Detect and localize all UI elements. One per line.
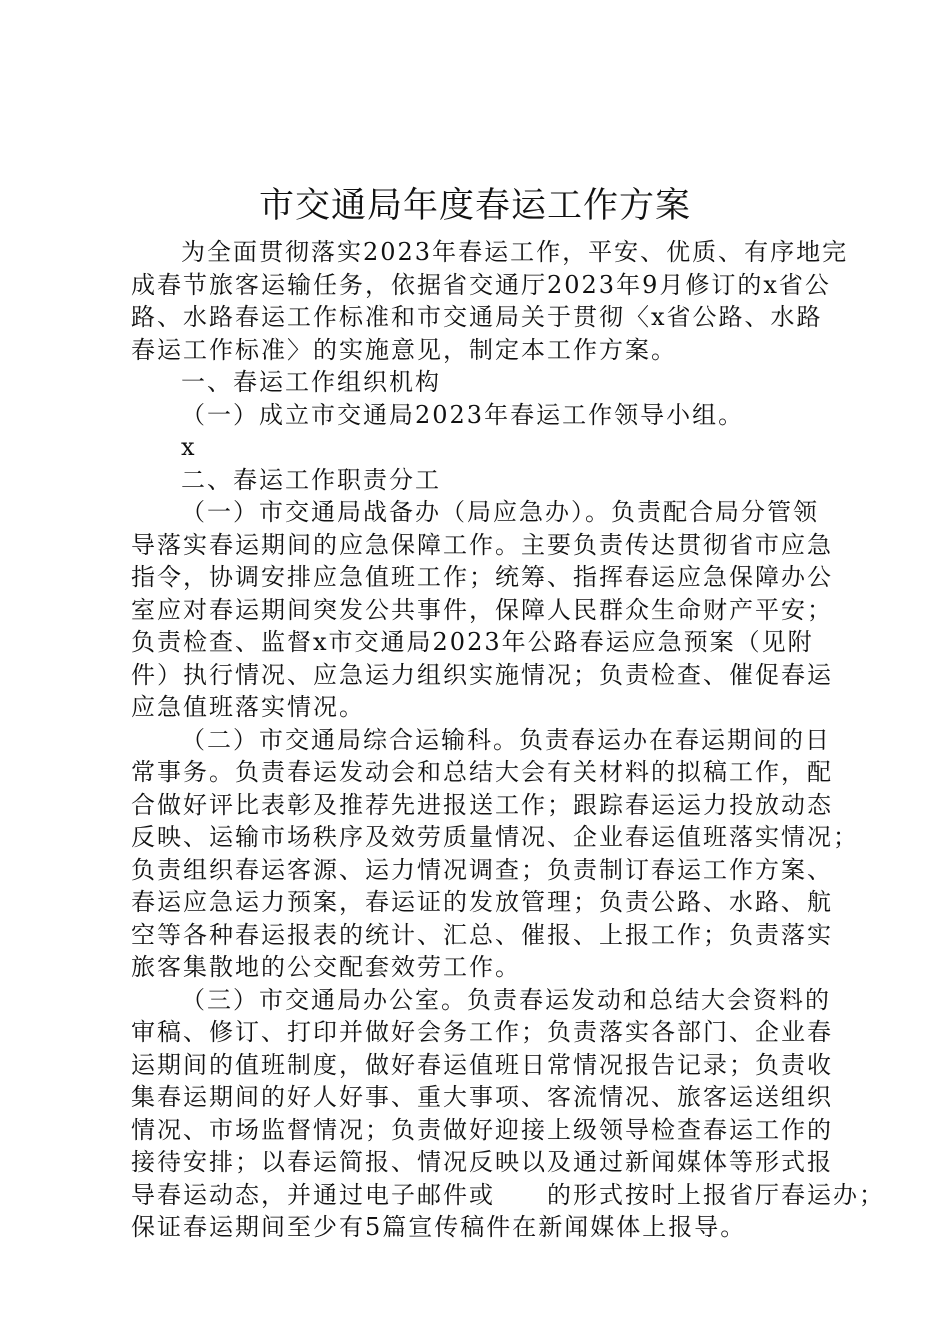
paragraph-line: x bbox=[181, 433, 197, 461]
paragraph-line: 件）执行情况、应急运力组织实施情况；负责检查、催促春运 bbox=[131, 660, 833, 689]
section-heading: 二、春运工作职责分工 bbox=[181, 465, 441, 494]
paragraph-line: 旅客集散地的公交配套效劳工作。 bbox=[131, 953, 521, 981]
paragraph-line: （一）市交通局战备办（局应急办）。负责配合局分管领 bbox=[181, 498, 819, 526]
paragraph-line: 导春运动态，并通过电子邮件或 的形式按时上报省厅春运办； bbox=[131, 1180, 885, 1209]
paragraph-line: 指令，协调安排应急值班工作；统筹、指挥春运应急保障办公 bbox=[131, 563, 833, 591]
paragraph-line: 接待安排；以春运简报、情况反映以及通过新闻媒体等形式报 bbox=[131, 1148, 833, 1176]
paragraph-line: （二）市交通局综合运输科。负责春运办在春运期间的日 bbox=[181, 725, 831, 754]
paragraph-line: 应急值班落实情况。 bbox=[131, 693, 365, 721]
paragraph-line: 导落实春运期间的应急保障工作。主要负责传达贯彻省市应急 bbox=[131, 530, 833, 559]
paragraph-line: 春运应急运力预案，春运证的发放管理；负责公路、水路、航 bbox=[131, 888, 833, 916]
paragraph-line: 情况、市场监督情况；负责做好迎接上级领导检查春运工作的 bbox=[131, 1115, 833, 1144]
paragraph-line: 负责检查、监督x市交通局2023年公路春运应急预案（见附 bbox=[131, 628, 814, 656]
paragraph-line: 室应对春运期间突发公共事件，保障人民群众生命财产平安； bbox=[131, 595, 833, 624]
paragraph-line: 春运工作标准〉的实施意见，制定本工作方案。 bbox=[131, 335, 677, 364]
section-heading: 一、春运工作组织机构 bbox=[181, 368, 441, 396]
paragraph-line: 成春节旅客运输任务，依据省交通厅2023年9月修订的x省公 bbox=[131, 270, 831, 299]
paragraph-line: 合做好评比表彰及推荐先进报送工作；跟踪春运运力投放动态 bbox=[131, 790, 833, 819]
paragraph-line: 运期间的值班制度，做好春运值班日常情况报告记录；负责收 bbox=[131, 1050, 833, 1079]
paragraph-line: 为全面贯彻落实2023年春运工作，平安、优质、有序地完 bbox=[181, 238, 849, 266]
paragraph-line: （三）市交通局办公室。负责春运发动和总结大会资料的 bbox=[181, 985, 831, 1014]
paragraph-line: 反映、运输市场秩序及效劳质量情况、企业春运值班落实情况； bbox=[131, 823, 859, 851]
paragraph-line: 路、水路春运工作标准和市交通局关于贯彻〈x省公路、水路 bbox=[131, 303, 823, 331]
paragraph-line: 负责组织春运客源、运力情况调查；负责制订春运工作方案、 bbox=[131, 855, 833, 884]
document-title: 市交通局年度春运工作方案 bbox=[258, 186, 691, 226]
paragraph-line: 常事务。负责春运发动会和总结大会有关材料的拟稿工作，配 bbox=[131, 758, 833, 786]
subsection-heading: （一）成立市交通局2023年春运工作领导小组。 bbox=[181, 400, 745, 429]
paragraph-line: 空等各种春运报表的统计、汇总、催报、上报工作；负责落实 bbox=[131, 920, 833, 949]
paragraph-line: 保证春运期间至少有5篇宣传稿件在新闻媒体上报导。 bbox=[131, 1213, 747, 1241]
paragraph-line: 集春运期间的好人好事、重大事项、客流情况、旅客运送组织 bbox=[131, 1083, 833, 1111]
document-body bbox=[131, 236, 885, 1244]
paragraph-line: 审稿、修订、打印并做好会务工作；负责落实各部门、企业春 bbox=[131, 1018, 833, 1046]
